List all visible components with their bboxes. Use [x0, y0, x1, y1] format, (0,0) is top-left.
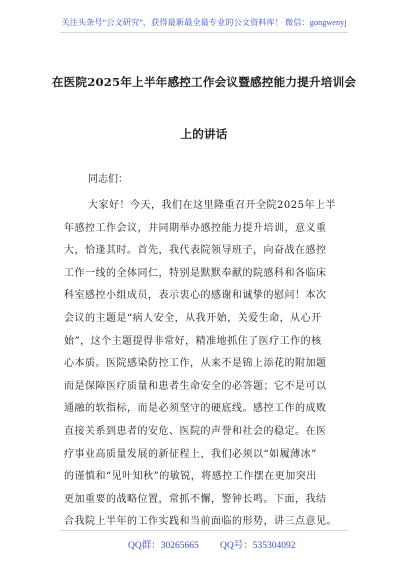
footer-qq-number: QQ号：535304092 [220, 541, 296, 551]
header-banner: 关注头条号“公文研究”，获得最新最全最专业的公文资料库！ 微信：gongwenyj [61, 18, 347, 27]
body-line: 的谨慎和“见叶知秋”的敏锐，将感控工作摆在更加突出 [64, 471, 317, 483]
body-line: 大，恰逢其时。首先，我代表院领导班子，向奋战在感控 [64, 245, 327, 257]
salutation: 同志们： [88, 174, 128, 185]
footer-qq-group: QQ群：30265665 [128, 541, 199, 551]
page-header [0, 0, 408, 50]
body-line: 合我院上半年的工作实践和当前面临的形势，讲三点意见。 [64, 516, 337, 528]
page-footer [0, 530, 408, 550]
body-line: 工作一线的全体同仁，特别是默默奉献的院感科和各临床 [64, 267, 327, 279]
body-line: 直接关系到患者的安危、医院的声誉和社会的稳定。在医 [64, 426, 327, 437]
body-line: 大家好！今天，我们在这里隆重召开全院2025年上半 [88, 200, 336, 211]
header-divider [60, 32, 348, 33]
body-line: 始”，这个主题提得非常好，精准地抓住了医疗工作的核 [64, 335, 322, 347]
body-line: 会议的主题是“病人安全，从我开始，关爱生命，从心开 [64, 313, 322, 324]
body-line: 更加重要的战略位置，常抓不懈，警钟长鸣。下面，我结 [64, 493, 327, 505]
body-line: 而是保障医疗质量和患者生命安全的必答题；它不是可以 [64, 380, 327, 392]
body-line: 心本质。医院感染防控工作，从来不是锦上添花的附加题 [64, 358, 327, 370]
footer-divider [60, 530, 348, 531]
body-line: 年感控工作会议，并同期举办感控能力提升培训，意义重 [64, 222, 327, 234]
body-line: 通融的软指标，而是必须坚守的硬底线。感控工作的成败 [64, 403, 327, 415]
body-line: 科室感控小组成员，表示衷心的感谢和诚挚的慰问！本次 [64, 290, 327, 302]
document-title-line-2: 上的讲话 [180, 127, 228, 141]
document-title-line-1: 在医院2025年上半年感控工作会议暨感控能力提升培训会 [51, 75, 357, 89]
body-line: 疗事业高质量发展的新征程上，我们必须以“如履薄冰” [64, 448, 317, 460]
